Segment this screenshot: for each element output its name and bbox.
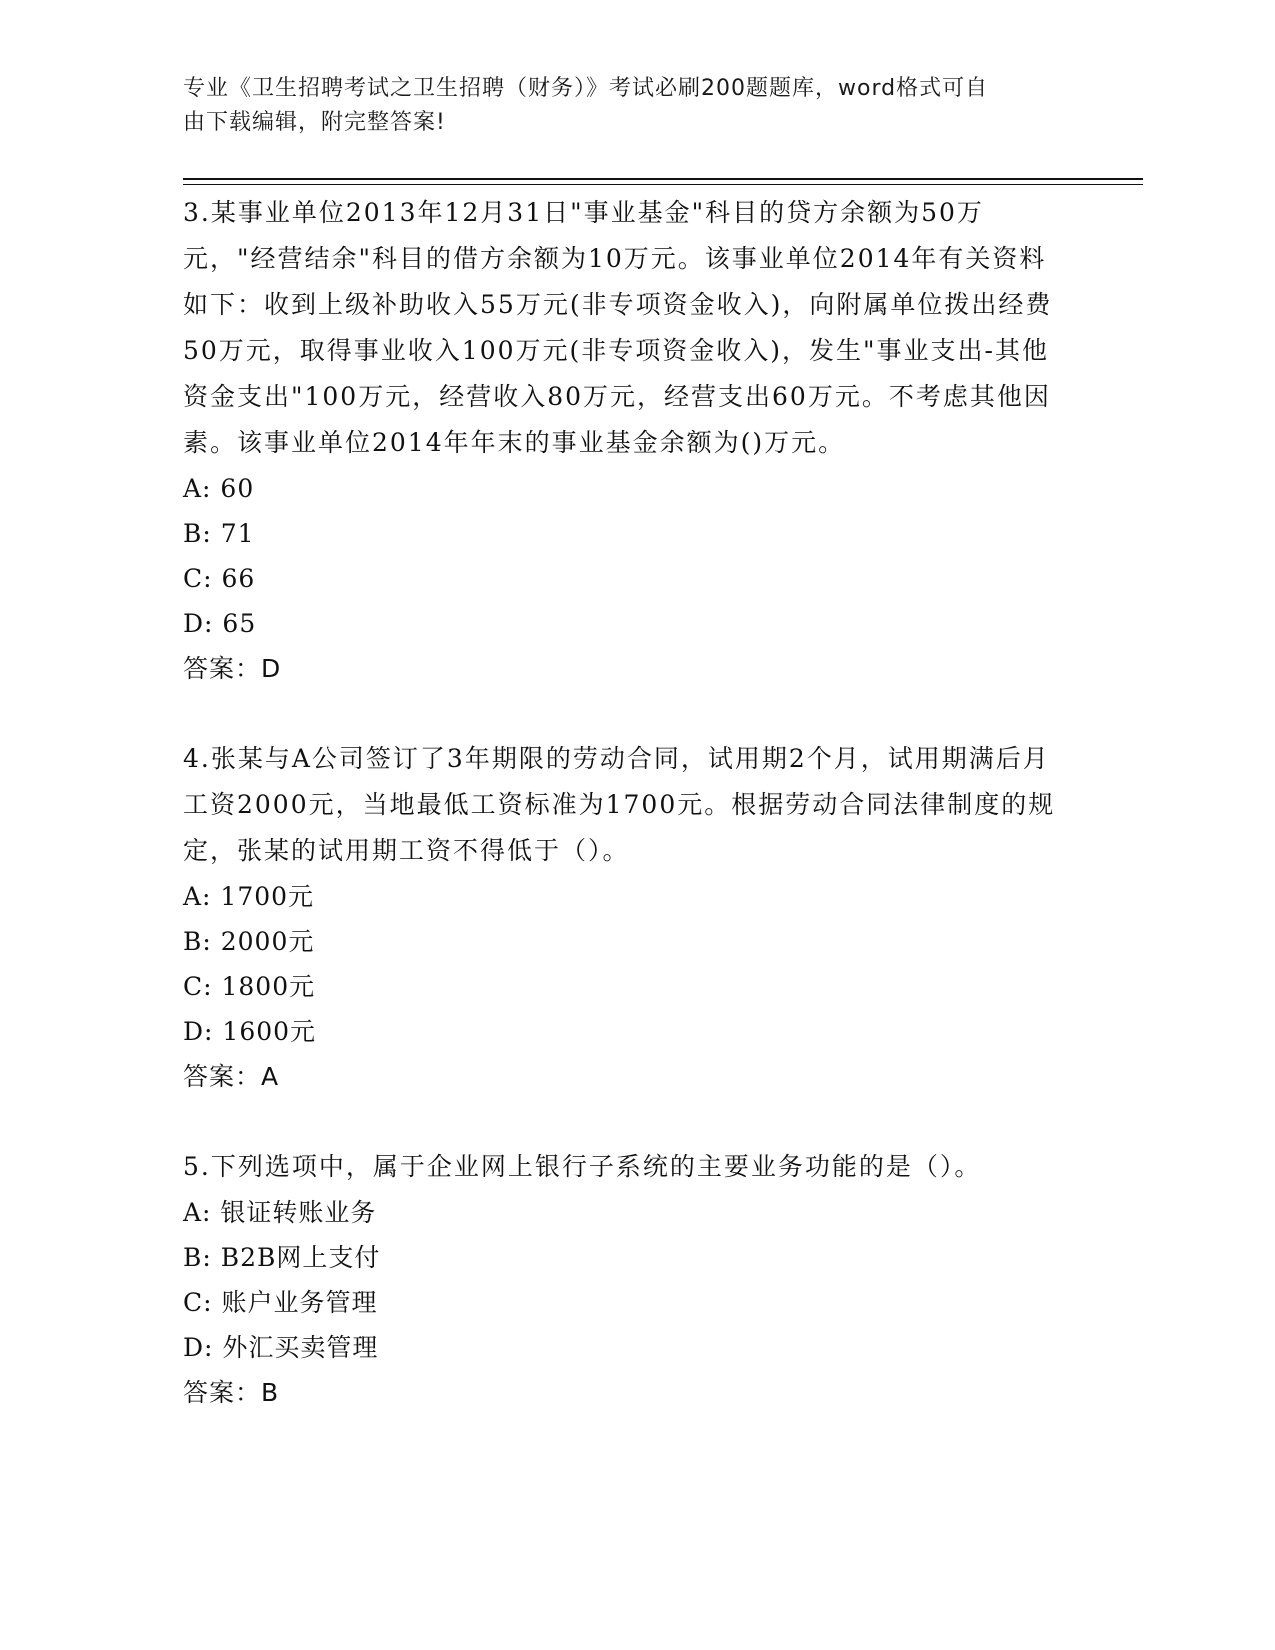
option-c: C: 账户业务管理 — [183, 1288, 378, 1317]
answer: 答案：B — [183, 1378, 280, 1407]
answer: 答案：D — [183, 654, 282, 683]
option-c: C: 66 — [183, 564, 256, 593]
option-d: D: 65 — [183, 609, 257, 638]
header-divider-thin — [183, 184, 1143, 185]
option-b: B: B2B网上支付 — [183, 1243, 381, 1272]
question-text: 3.某事业单位2013年12月31日"事业基金"科目的贷方余额为50万元，"经营结余"科目的借方余额为10万元。该事业单位2014年有关资料如下：收到上级补助收入55万元(非专项资金收入)，向附属单位拨出经费50万元，取得事业收入100万元(非专项资金收入)，发生"事业支出-其他资金支出"100万元，经营收入80万元，经营支出60万元。不考虑其他因素。该事业单位2014年年末的事业基金余额为()万元。 — [183, 198, 1053, 457]
option-b: B: 2000元 — [183, 927, 315, 956]
question-4 — [183, 736, 1073, 1100]
question-list — [183, 190, 1073, 1460]
header-line-1: 专业《卫生招聘考试之卫生招聘（财务）》考试必刷200题题库，word格式可自 — [183, 76, 989, 101]
option-a: A: 1700元 — [183, 882, 315, 911]
question-text: 4.张某与A公司签订了3年期限的劳动合同，试用期2个月，试用期满后月工资2000元，当地最低工资标准为1700元。根据劳动合同法律制度的规定，张某的试用期工资不得低于（）。 — [183, 744, 1056, 865]
option-a: A: 60 — [183, 474, 255, 503]
option-c: C: 1800元 — [183, 972, 316, 1001]
question-text: 5.下列选项中，属于企业网上银行子系统的主要业务功能的是（）。 — [183, 1152, 982, 1181]
header-divider-thick — [183, 178, 1143, 180]
option-d: D: 外汇买卖管理 — [183, 1333, 379, 1362]
option-a: A: 银证转账业务 — [183, 1198, 377, 1227]
question-5 — [183, 1144, 1073, 1416]
document-header — [183, 72, 1063, 140]
question-3 — [183, 190, 1073, 692]
option-b: B: 71 — [183, 519, 255, 548]
answer: 答案：A — [183, 1062, 280, 1091]
header-line-2: 由下载编辑，附完整答案! — [183, 110, 446, 135]
option-d: D: 1600元 — [183, 1017, 317, 1046]
